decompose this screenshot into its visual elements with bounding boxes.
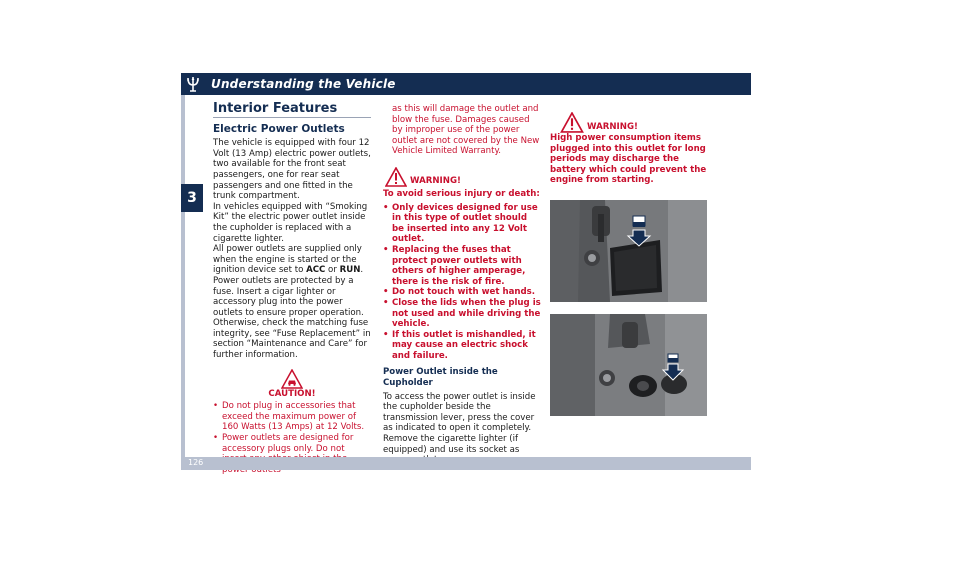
paragraph: Power outlets are protected by a fuse. Insert a cigar lighter or accessory plug into the power outlets to ensure proper operation. Otherwise, check the matching fuse integrity, see “Fuse Replacement” in section “Maintenance and Care” for further information.	[213, 275, 371, 361]
run-label: RUN	[339, 265, 361, 276]
caution-car-icon	[281, 369, 303, 389]
caution-notice	[213, 369, 371, 400]
subsection-title: Electric Power Outlets	[213, 122, 345, 135]
warning-notice	[383, 167, 541, 187]
paragraph: In vehicles equipped with “Smoking Kit” the electric power outlet inside the cupholder is replaced with a cigarette lighter.	[213, 201, 368, 244]
console-photo-cover-open	[550, 314, 707, 416]
footer-bar	[181, 457, 751, 470]
column-3	[550, 112, 708, 186]
page-number: 126	[188, 458, 204, 467]
warning-label: WARNING!	[587, 122, 638, 133]
paragraph: The vehicle is equipped with four 12 Volt (13 Amp) electric power outlets, two available for the front seat passengers, one for rear seat passengers and one fitted in the trunk compartment.	[213, 138, 371, 202]
side-stripe	[181, 95, 185, 457]
warning-bullet: • Only devices designed for use in this type of outlet should be inserted into any 12 Volt outlet.	[383, 202, 538, 245]
warning-intro: To avoid serious injury or death:	[383, 188, 540, 199]
column-2	[383, 104, 541, 466]
warning-icon	[560, 112, 584, 133]
warning-text: High power consumption items plugged into this outlet for long periods may discharge the battery which could prevent the engine from starting.	[550, 133, 707, 186]
warning-bullet: • Close the lids when the plug is not used and while driving the vehicle.	[383, 297, 541, 330]
caution-continued: as this will damage the outlet and blow the fuse. Damages caused by improper use of the power outlet are not covered by the New Vehicle Limited Warranty.	[392, 104, 540, 157]
warning-notice	[550, 112, 708, 133]
warning-bullet: • If this outlet is mishandled, it may cause an electric shock and failure.	[383, 329, 536, 361]
trident-logo-icon	[185, 76, 201, 92]
section-header-title: Understanding the Vehicle	[211, 77, 396, 91]
cupholder-title: Power Outlet inside the Cupholder	[383, 367, 498, 389]
paragraph: To access the power outlet is inside the cupholder beside the transmission lever, press the cover as indicated to open it completely. Remove the cigarette lighter (if equipped) and use its socket as	[383, 391, 536, 455]
warning-bullet: • Do not touch with wet hands.	[383, 287, 536, 298]
acc-label: ACC	[306, 265, 326, 276]
chapter-tab: 3	[181, 184, 203, 212]
warning-icon	[385, 167, 407, 187]
warning-bullet: • Replacing the fuses that protect power outlets with others of higher amperage, there is the risk of fire.	[383, 244, 526, 287]
warning-label: WARNING!	[410, 176, 461, 187]
caution-bullet: • Do not plug in accessories that exceed the maximum power of 160 Watts (13 Amps) at 12 Volts.	[213, 401, 365, 433]
caution-bullet: • Power outlets are designed for accessory plugs only. Do not	[213, 433, 354, 454]
caution-label: CAUTION!	[268, 388, 316, 399]
section-title: Interior Features	[213, 104, 371, 118]
paragraph: All power outlets are supplied only when the engine is started or the ignition device set to ACC or RUN.	[213, 244, 364, 276]
console-photo-cover-closed	[550, 200, 707, 302]
column-1	[213, 101, 371, 475]
